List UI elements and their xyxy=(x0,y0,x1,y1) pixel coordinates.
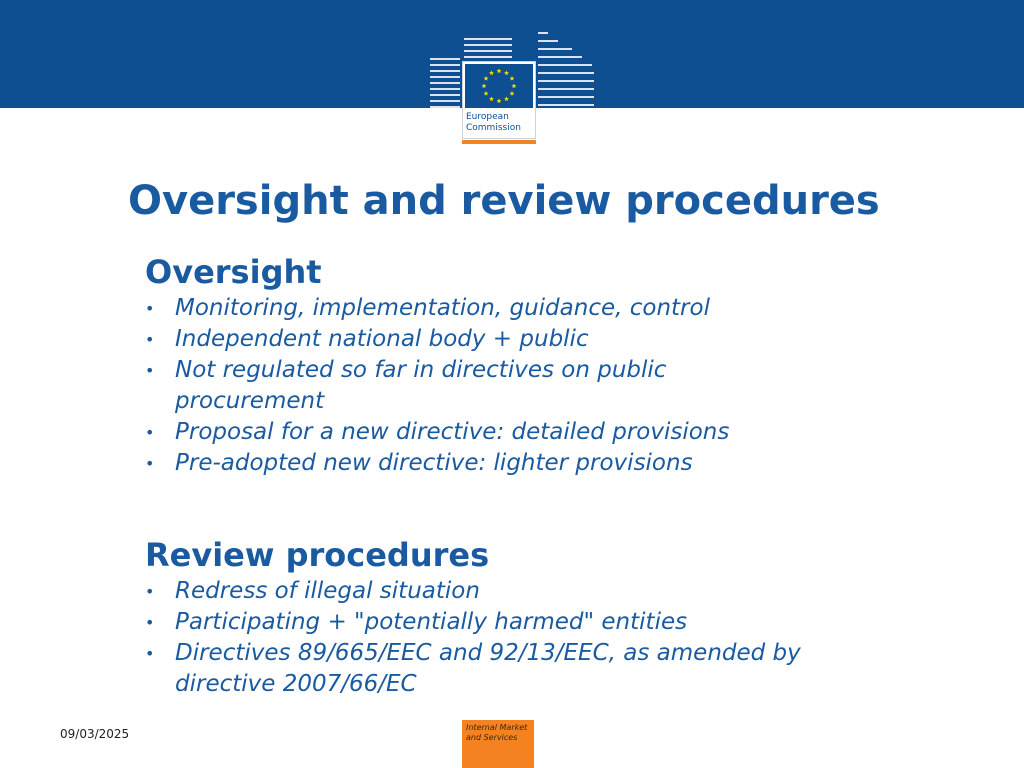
list-item: • Redress of illegal situation xyxy=(145,576,865,607)
list-item: • Independent national body + public xyxy=(145,324,865,355)
list-item: • Proposal for a new directive: detailed provisions xyxy=(145,417,865,448)
bullet-icon: • xyxy=(145,330,155,349)
oversight-list xyxy=(145,293,865,479)
dg-text xyxy=(466,723,532,743)
list-item: • Monitoring, implementation, guidance, control xyxy=(145,293,865,324)
bullet-icon: • xyxy=(145,454,155,473)
logo-text xyxy=(466,112,532,134)
dg-internal-market-logo xyxy=(462,720,534,768)
bullet-icon: • xyxy=(145,582,155,601)
list-item: • Directives 89/665/EEC and 92/13/EEC, as amended by directive 2007/66/EC xyxy=(145,640,801,697)
logo-org-line1: European xyxy=(466,112,509,122)
bullet-icon: • xyxy=(145,299,155,318)
dg-line1: Internal Market xyxy=(466,723,528,732)
logo-org-line2: Commission xyxy=(466,123,521,133)
bullet-icon: • xyxy=(145,644,155,663)
list-item: • Participating + "potentially harmed" entities xyxy=(145,607,865,638)
bullet-icon: • xyxy=(145,423,155,442)
oversight-heading: Oversight xyxy=(145,253,322,291)
logo-orange-bar xyxy=(462,140,536,144)
bullet-icon: • xyxy=(145,613,155,632)
european-commission-logo xyxy=(428,28,596,144)
list-item: • Pre-adopted new directive: lighter provisions xyxy=(145,448,865,479)
slide-date: 09/03/2025 xyxy=(60,727,130,741)
dg-line2: and Services xyxy=(466,733,518,742)
bullet-icon: • xyxy=(145,361,155,380)
review-heading: Review procedures xyxy=(145,536,490,574)
page-title: Oversight and review procedures xyxy=(128,178,880,224)
eu-stars-icon xyxy=(465,64,533,108)
eu-flag xyxy=(462,61,536,139)
review-list xyxy=(145,576,865,700)
list-item: • Not regulated so far in directives on public procurement xyxy=(145,357,667,414)
